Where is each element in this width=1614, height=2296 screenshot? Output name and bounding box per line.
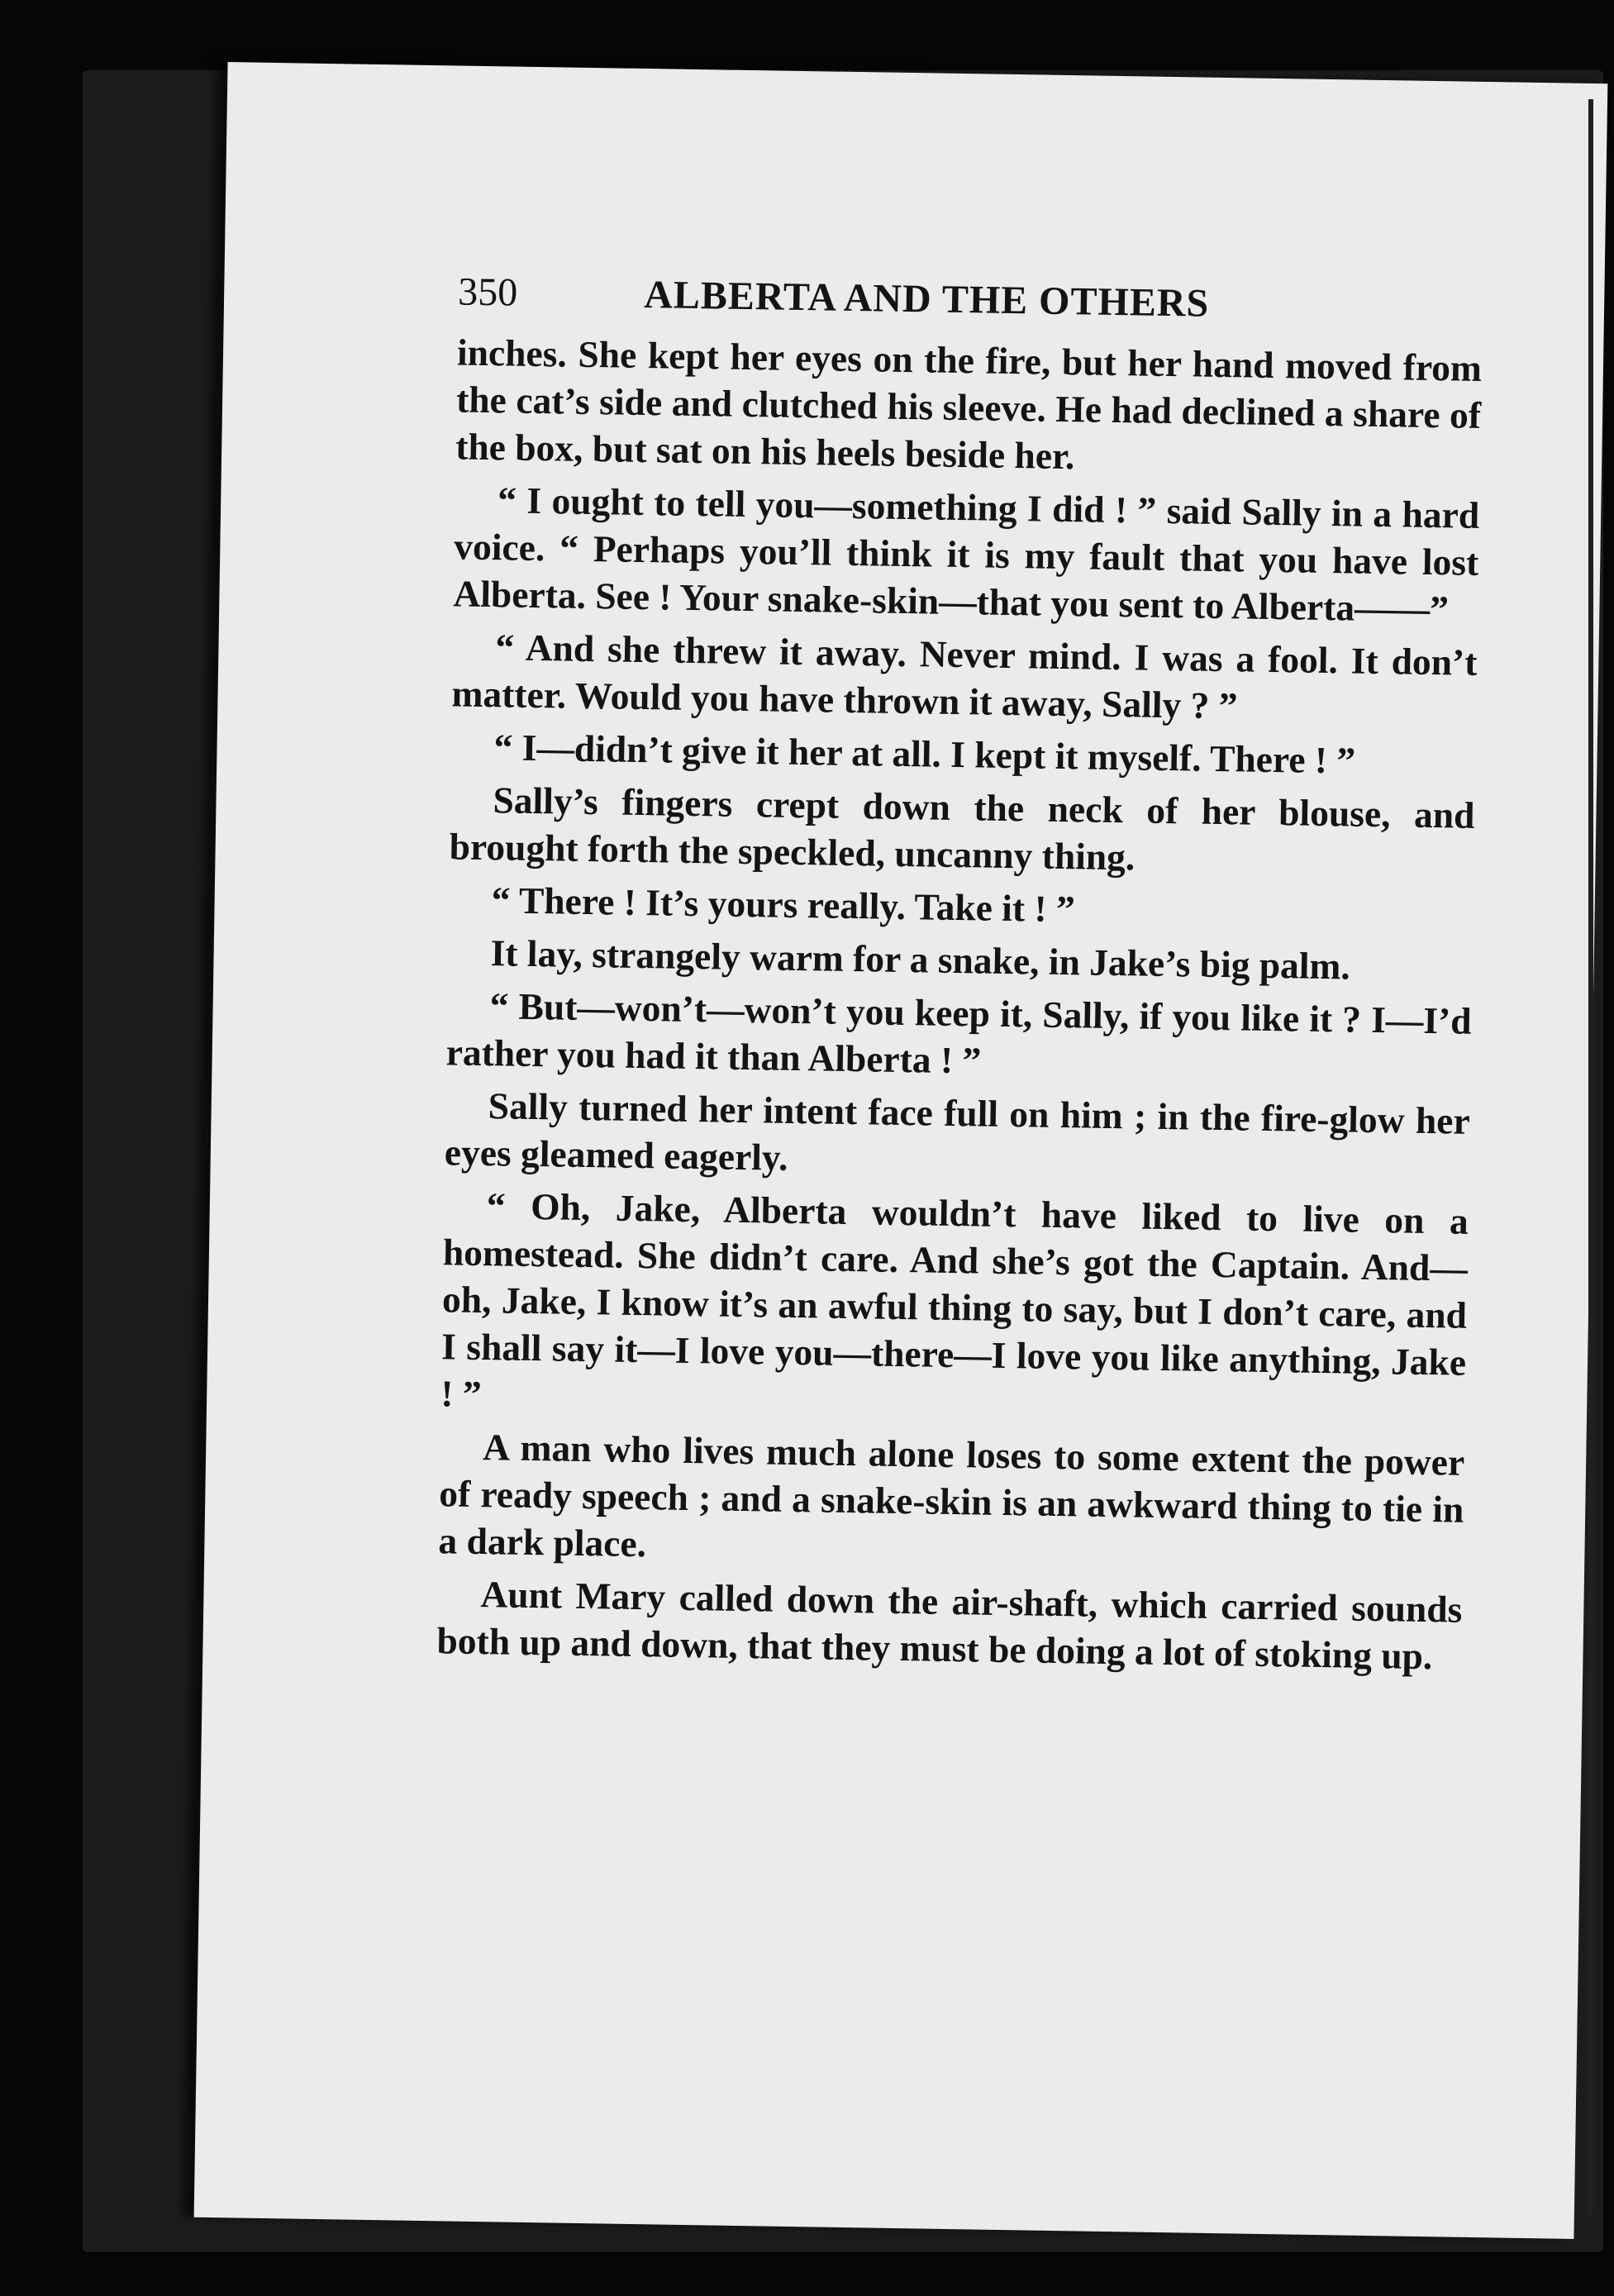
page-number: 350 [457, 269, 518, 315]
text-block [436, 254, 1483, 1685]
paragraph: Sally’s fingers crept down the neck of her blouse, and brought forth the speckled, uncanny thing. [449, 779, 1475, 879]
page-leaf [194, 62, 1608, 2239]
paragraph: “ But—won’t—won’t you keep it, Sally, if you like it ? I—I’d rather you had it than Alberta ! ” [445, 984, 1472, 1082]
body-text [436, 328, 1482, 1679]
paragraph: “ Oh, Jake, Alberta wouldn’t have liked to live on a homestead. She didn’t care. And she’s got the Captain. And—oh, Jake, I know it’s an awful thing to say, but I don’t care, and I shall say it—I love you—there—I love you like anything, Jake ! ” [440, 1184, 1469, 1416]
paragraph: Sally turned her intent face full on him ; in the fire-glow her eyes gleamed eagerly. [444, 1084, 1471, 1179]
paragraph: “ And she threw it away. Never mind. I was a fool. It don’t matter. Would you have thrown it away, Sally ? ” [451, 626, 1478, 727]
right-edge-shadow [1588, 99, 1593, 2215]
running-title: ALBERTA AND THE OTHERS [643, 272, 1210, 326]
paragraph: Aunt Mary called down the air-shaft, which carried sounds both up and down, that they must be doing a lot of stoking up. [436, 1573, 1463, 1678]
paragraph: “ I ought to tell you—something I did ! ” said Sally in a hard voice. “ Perhaps you’ll think it is my fault that you have lost Alberta. See ! Your snake-skin—that you sent to Alberta——” [453, 479, 1480, 631]
paragraph: “ I—didn’t give it her at all. I kept it myself. There ! ” [493, 726, 1356, 782]
paragraph: A man who lives much alone loses to some extent the power of ready speech ; and a snake-skin is an awkward thing to tie in a dark place. [438, 1426, 1465, 1565]
paragraph: inches. She kept her eyes on the fire, but her hand moved from the cat’s side and clutched his sleeve. He had declined a share of the box, but sat on his heels beside her. [455, 331, 1483, 478]
paragraph: It lay, strangely warm for a snake, in Jake’s big palm. [490, 931, 1351, 988]
paragraph: “ There ! It’s yours really. Take it ! ” [491, 879, 1076, 931]
